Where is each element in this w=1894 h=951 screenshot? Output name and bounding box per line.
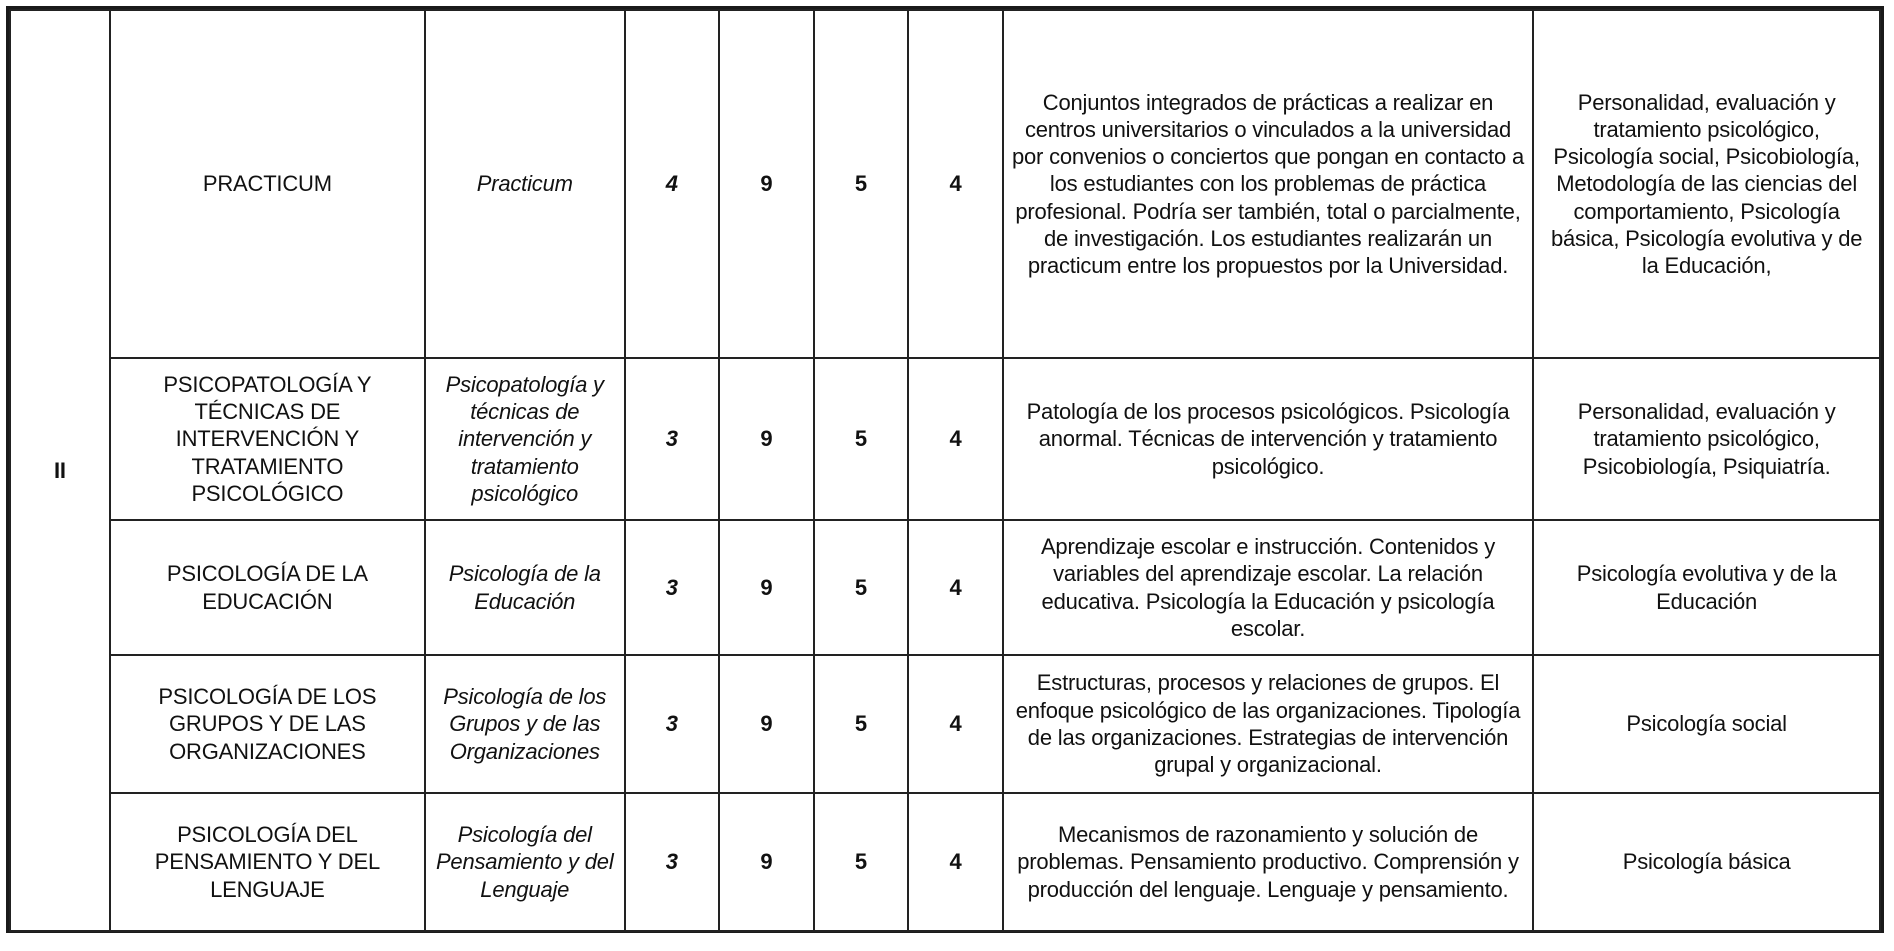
subject-description: Mecanismos de razonamiento y solución de problemas. Pensamiento productivo. Comprensión y producción del lenguaje. Lenguaje y pensamiento. — [1003, 793, 1534, 931]
subject-name: PRACTICUM — [110, 10, 425, 358]
credits-col-b: 9 — [719, 793, 814, 931]
credits-col-c: 5 — [814, 793, 909, 931]
subject-description: Estructuras, procesos y relaciones de grupos. El enfoque psicológico de las organizaciones. Tipología de las organizaciones. Estrategias de intervención grupal y organizacional. — [1003, 655, 1534, 793]
credits-col-d: 4 — [908, 10, 1003, 358]
knowledge-areas: Personalidad, evaluación y tratamiento psicológico, Psicobiología, Psiquiatría. — [1533, 358, 1880, 520]
subject-name: PSICOPATOLOGÍA Y TÉCNICAS DE INTERVENCIÓN Y TRATAMIENTO PSICOLÓGICO — [110, 358, 425, 520]
knowledge-areas: Personalidad, evaluación y tratamiento psicológico, Psicología social, Psicobiología, Metodología de las ciencias del comportamiento, Psicología básica, Psicología evolutiva y de la Educación, — [1533, 10, 1880, 358]
subject-description: Aprendizaje escolar e instrucción. Contenidos y variables del aprendizaje escolar. La relación educativa. Psicología la Educación y psicología escolar. — [1003, 520, 1534, 655]
document-page — [6, 6, 1884, 933]
credits-total: 3 — [625, 520, 720, 655]
credits-col-c: 5 — [814, 358, 909, 520]
credits-col-b: 9 — [719, 358, 814, 520]
subject-name-italic: Practicum — [425, 10, 625, 358]
subject-name: PSICOLOGÍA DE LA EDUCACIÓN — [110, 520, 425, 655]
credits-col-c: 5 — [814, 520, 909, 655]
knowledge-areas: Psicología social — [1533, 655, 1880, 793]
credits-col-b: 9 — [719, 10, 814, 358]
credits-total: 3 — [625, 793, 720, 931]
subject-name: PSICOLOGÍA DE LOS GRUPOS Y DE LAS ORGANIZACIONES — [110, 655, 425, 793]
knowledge-areas: Psicología básica — [1533, 793, 1880, 931]
credits-total: 3 — [625, 358, 720, 520]
table-row — [10, 358, 1880, 520]
subject-name-italic: Psicopatología y técnicas de intervención y tratamiento psicológico — [425, 358, 625, 520]
table-row — [10, 793, 1880, 931]
credits-col-c: 5 — [814, 10, 909, 358]
cycle-cell: II — [10, 10, 110, 931]
credits-total: 3 — [625, 655, 720, 793]
subject-description: Conjuntos integrados de prácticas a realizar en centros universitarios o vinculados a la universidad por convenios o conciertos que pongan en contacto a los estudiantes con los problemas de práctica profesional. Podría ser también, total o parcialmente, de investigación. Los estudiantes realizarán un practicum entre los propuestos por la Universidad. — [1003, 10, 1534, 358]
credits-total: 4 — [625, 10, 720, 358]
credits-col-d: 4 — [908, 520, 1003, 655]
credits-col-c: 5 — [814, 655, 909, 793]
credits-col-d: 4 — [908, 655, 1003, 793]
subject-name-italic: Psicología del Pensamiento y del Lenguaje — [425, 793, 625, 931]
subject-name-italic: Psicología de la Educación — [425, 520, 625, 655]
table-row — [10, 10, 1880, 358]
credits-col-d: 4 — [908, 358, 1003, 520]
credits-col-d: 4 — [908, 793, 1003, 931]
table-row — [10, 655, 1880, 793]
table-row — [10, 520, 1880, 655]
subject-name-italic: Psicología de los Grupos y de las Organizaciones — [425, 655, 625, 793]
credits-col-b: 9 — [719, 655, 814, 793]
credits-col-b: 9 — [719, 520, 814, 655]
subject-name: PSICOLOGÍA DEL PENSAMIENTO Y DEL LENGUAJE — [110, 793, 425, 931]
subjects-table — [9, 9, 1881, 932]
subject-description: Patología de los procesos psicológicos. Psicología anormal. Técnicas de intervención y tratamiento psicológico. — [1003, 358, 1534, 520]
knowledge-areas: Psicología evolutiva y de la Educación — [1533, 520, 1880, 655]
